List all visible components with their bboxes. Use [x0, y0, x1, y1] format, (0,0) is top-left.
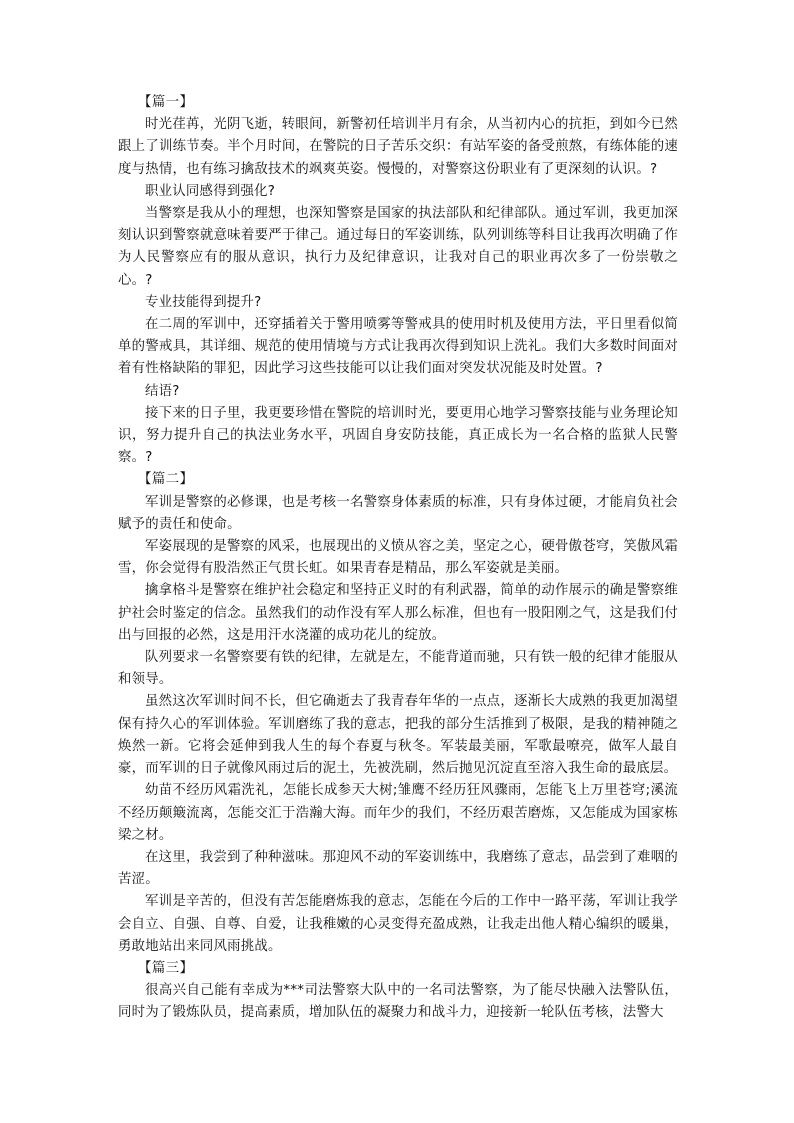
subheading: 结语?: [145, 383, 180, 399]
subheading: 职业认同感得到强化?: [145, 183, 276, 199]
paragraph: 军姿展现的是警察的风采，也展现出的义愤从容之美，坚定之心，硬骨傲苍穹，笑傲风霜雪，你会觉得有股浩然正气贯长虹。如果青春是精品，那么军姿就是美丽。: [118, 539, 678, 577]
paragraph: 军训是警察的必修课，也是考核一名警察身体素质的标准，只有身体过硬，才能肩负社会赋予的责任和使命。: [118, 494, 678, 532]
section-heading-3: 【篇三】: [138, 960, 194, 976]
paragraph: 虽然这次军训时间不长，但它确逝去了我青春年华的一点点，逐渐长大成熟的我更加渴望保有持久心的军训体验。军训磨练了我的意志，把我的部分生活推到了极限，是我的精神随之焕然一新。它将会延伸到我人生的每个春夏与秋冬。军装最美丽，军歌最嘹亮，做军人最自豪，而军训的日子就像风雨过后的泥土，先被洗刷，然后抛见沉淀直至溶入我生命的最底层。: [118, 694, 678, 777]
paragraph: 幼苗不经历风霜洗礼，怎能长成参天大树;雏鹰不经历狂风骤雨，怎能飞上万里苍穹;溪流不经历颠簸流离，怎能交汇于浩瀚大海。而年少的我们，不经历艰苦磨炼，又怎能成为国家栋梁之材。: [118, 783, 678, 843]
paragraph: 队列要求一名警察要有铁的纪律，左就是左，不能背道而驰，只有铁一般的纪律才能服从和领导。: [118, 650, 678, 688]
section-heading-1: 【篇一】: [138, 95, 194, 110]
paragraph: 擒拿格斗是警察在维护社会稳定和坚持正义时的有利武器，简单的动作展示的确是警察维护社会时鉴定的信念。虽然我们的动作没有军人那么标准，但也有一股阳刚之气，这是我们付出与回报的必然，这是用汗水浇灌的成功花儿的绽放。: [118, 583, 678, 643]
paragraph: 当警察是我从小的理想，也深知警察是国家的执法部队和纪律部队。通过军训，我更加深刻认识到警察就意味着要严于律己。通过每日的军姿训练，队列训练等科目让我再次明确了作为人民警察应有的服从意识，执行力及纪律意识，让我对自己的职业再次多了一份崇敬之心。?: [118, 206, 678, 288]
paragraph: 时光荏苒，光阴飞逝，转眼间，新警初任培训半月有余，从当初内心的抗拒，到如今已然跟上了训练节奏。半个月时间，在警院的日子苦乐交织：有站军姿的备受煎熬，有练体能的速度与热情，也有练习擒敌技术的飒爽英姿。慢慢的，对警察这份职业有了更深刻的认识。?: [118, 117, 678, 177]
subheading: 专业技能得到提升?: [145, 294, 262, 310]
paragraph: 很高兴自己能有幸成为***司法警察大队中的一名司法警察，为了能尽快融入法警队伍，同时为了锻炼队员，提高素质，增加队伍的凝聚力和战斗力，迎接新一轮队伍考核，法警大: [118, 983, 678, 1021]
paragraph: 在这里，我尝到了种种滋味。那迎风不动的军姿训练中，我磨练了意志，品尝到了难咽的苦涩。: [118, 849, 678, 888]
paragraph: 接下来的日子里，我更要珍惜在警院的培训时光，要更用心地学习警察技能与业务理论知识，努力提升自己的执法业务水平，巩固自身安防技能，真正成长为一名合格的监狱人民警察。?: [118, 405, 678, 466]
paragraph: 在二周的军训中，还穿插着关于警用喷雾等警戒具的使用时机及使用方法，平日里看似简单的警戒具，其详细、规范的使用情境与方式让我再次得到知识上洗礼。我们大多数时间面对着有性格缺陷的罪犯，因此学习这些技能可以让我们面对突发状况能及时处置。?: [118, 317, 678, 377]
section-heading-2: 【篇二】: [138, 472, 194, 488]
paragraph: 军训是辛苦的，但没有苦怎能磨炼我的意志，怎能在今后的工作中一路平荡，军训让我学会自立、自强、自尊、自爱，让我稚嫩的心灵变得充盈成熟，让我走出他人精心编织的暖巢，勇敢地站出来同风雨挑战。: [118, 894, 678, 954]
document-page: [118, 92, 678, 1025]
